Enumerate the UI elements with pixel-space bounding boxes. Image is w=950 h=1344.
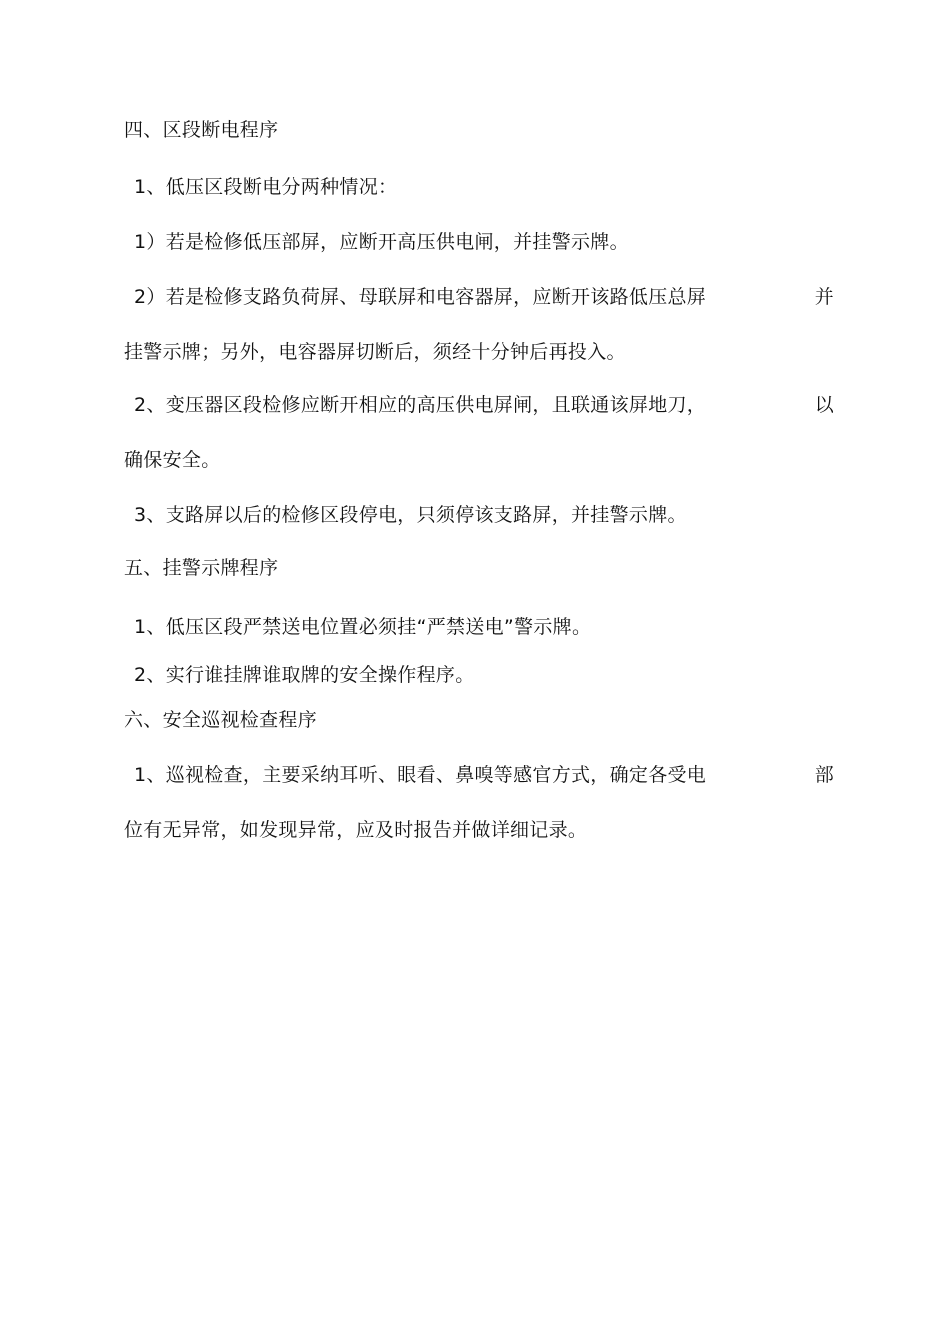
section-6-item-1-line-1 [134,763,834,787]
section-5-item-2: 2、实行谁挂牌谁取牌的安全操作程序。 [134,664,475,686]
section-4-item-1-sub-1: 1）若是检修低压部屏，应断开高压供电闸，并挂警示牌。 [134,231,629,253]
section-6-item-1-line-1-main: 1、巡视检查，主要采纳耳听、眼看、鼻嗅等感官方式，确定各受电 [134,764,707,786]
section-6-item-1-line-2: 位有无异常，如发现异常，应及时报告并做详细记录。 [124,819,588,841]
section-4-item-1: 1、低压区段断电分两种情况： [134,176,398,198]
section-4-item-1-sub-2-line-2: 挂警示牌；另外，电容器屏切断后，须经十分钟后再投入。 [124,341,626,363]
section-4-item-2-line-1-main: 2、变压器区段检修应断开相应的高压供电屏闸，且联通该屏地刀， [134,394,707,416]
section-4-item-3: 3、支路屏以后的检修区段停电，只须停该支路屏，并挂警示牌。 [134,504,687,526]
section-6-item-1-line-1-end: 部 [814,764,834,786]
section-5-item-1: 1、低压区段严禁送电位置必须挂“严禁送电”警示牌。 [134,616,592,638]
section-4-heading: 四、区段断电程序 [124,119,279,141]
section-4-item-1-sub-2-line-1 [134,285,834,309]
section-6-heading: 六、安全巡视检查程序 [124,709,318,731]
section-4-item-1-sub-2-line-1-end: 并 [814,286,834,308]
section-4-item-2-line-1-end: 以 [814,394,834,416]
section-4-item-1-sub-2-line-1-main: 2）若是检修支路负荷屏、母联屏和电容器屏，应断开该路低压总屏 [134,286,707,308]
section-5-heading: 五、挂警示牌程序 [124,557,279,579]
section-4-item-2-line-2: 确保安全。 [124,449,221,471]
section-4-item-2-line-1 [134,393,834,417]
